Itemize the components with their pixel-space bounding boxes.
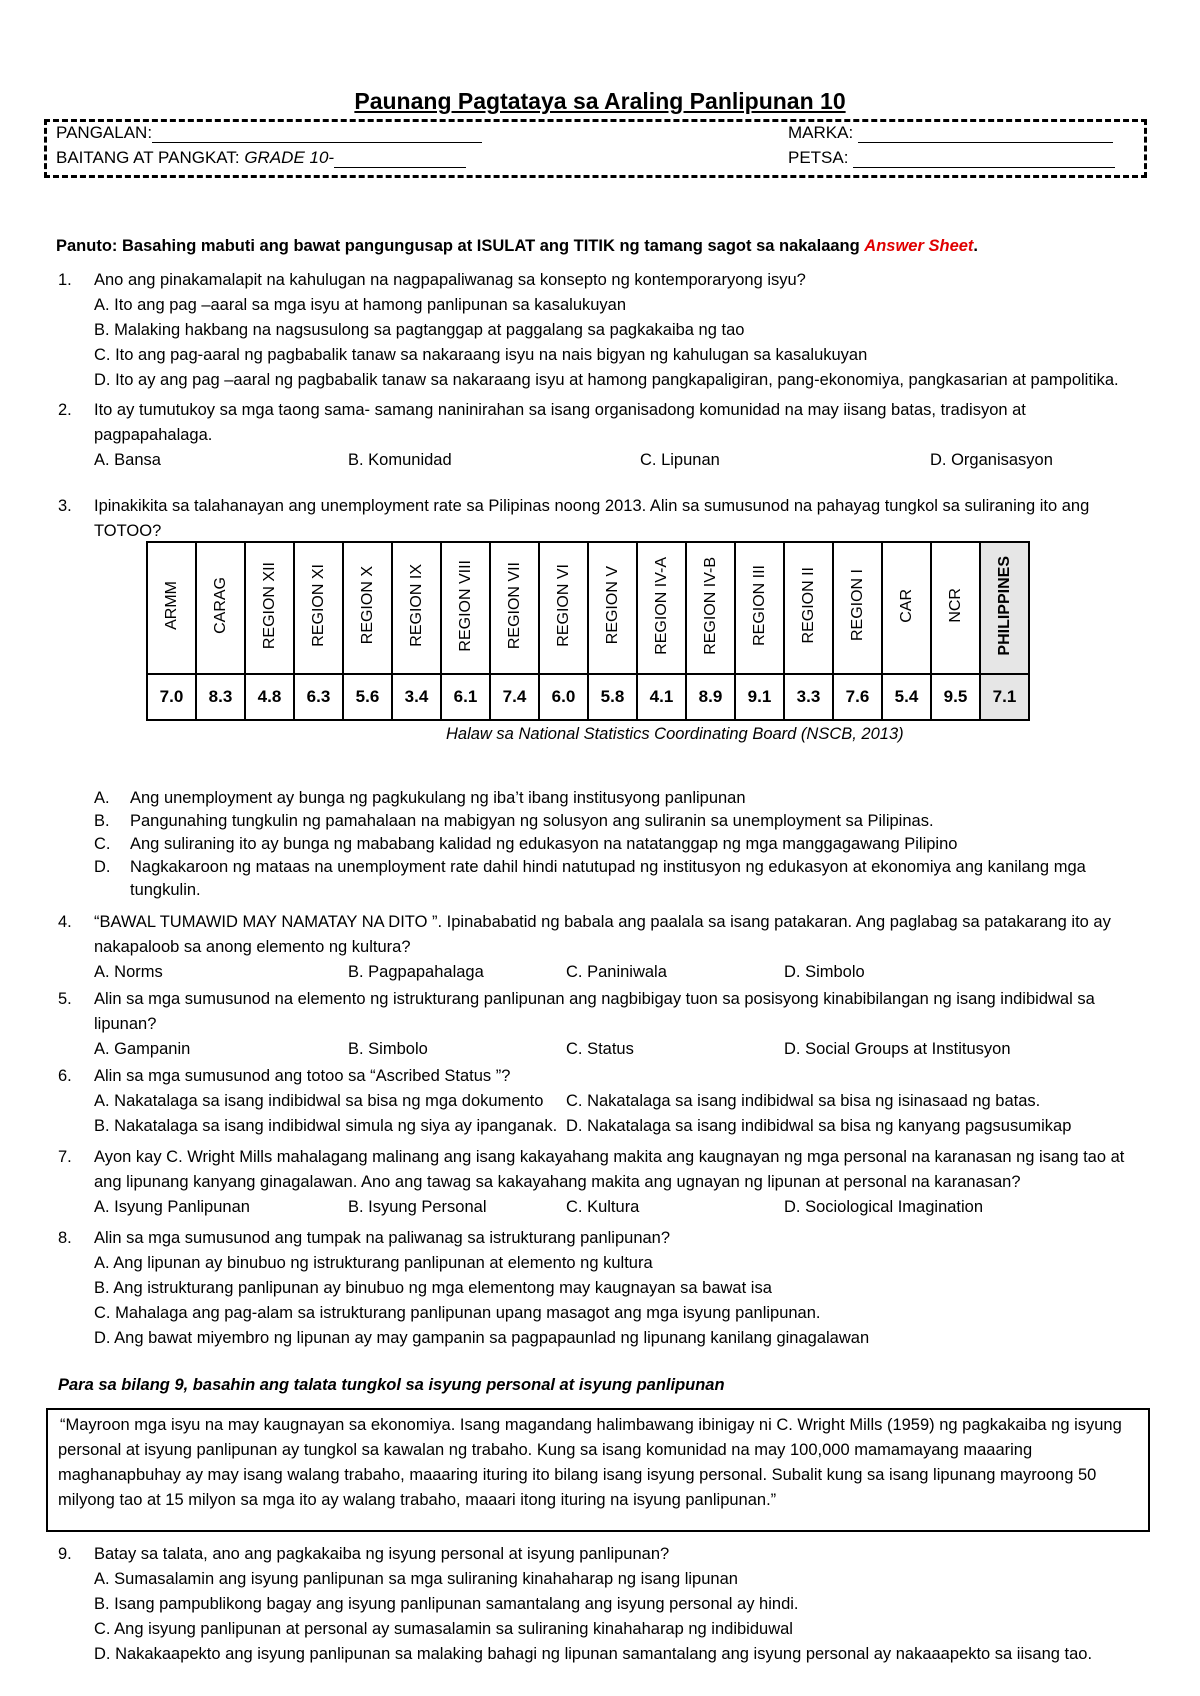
region-label: NCR: [946, 588, 964, 623]
q6-choice-d: D. Nakatalaga sa isang indibidwal sa bisa ng kanyang pagsusumikap: [566, 1117, 1072, 1135]
header-cell: [931, 542, 980, 674]
header-cell: [245, 542, 294, 674]
q2-text-line1: Ito ay tumutukoy sa mga taong sama- samang naninirahan sa isang organisadong komunidad na may iisang batas, tradisyon at: [94, 401, 1026, 419]
region-label: CAR: [897, 588, 915, 623]
q4-choice-c: C. Paniniwala: [566, 963, 667, 981]
header-cell: [637, 542, 686, 674]
q9-choice-d: D. Nakakaapekto ang isyung panlipunan sa malaking bahagi ng lipunan samantalang ang isyung personal ay nakaaapekto sa iisang tao.: [94, 1645, 1093, 1663]
q6-choice-c: C. Nakatalaga sa isang indibidwal sa bisa ng isinasaad ng batas.: [566, 1092, 1041, 1110]
header-cell: [392, 542, 441, 674]
instructions-suffix: .: [973, 237, 979, 255]
rate-cell: 3.4: [392, 674, 441, 720]
header-cell: [294, 542, 343, 674]
header-cell: [441, 542, 490, 674]
passage-line4: milyong tao at 15 milyon sa mga ito ay walang trabaho, maaari itong ituring na isyung panlipunan.”: [58, 1491, 777, 1509]
region-label: REGION IV-A: [652, 556, 670, 655]
q4-choice-a: A. Norms: [94, 963, 163, 981]
q4-text-line2: nakapaloob sa anong elemento ng kultura?: [94, 938, 411, 956]
q1-choice-d: D. Ito ay ang pag –aaral ng pagbabalik tanaw sa nakaraang isyu at hamong pangkapaligiran, pang-ekonomiya, pangkasarian at pampolitika.: [94, 371, 1119, 389]
rate-cell-philippines: 7.1: [980, 674, 1029, 720]
rate-cell: 4.1: [637, 674, 686, 720]
q8-number: 8.: [58, 1229, 72, 1247]
table-source: Halaw sa National Statistics Coordinating Board (NSCB, 2013): [446, 725, 904, 743]
grade-value: GRADE 10-: [244, 148, 335, 167]
region-label: CARAG: [211, 577, 229, 634]
q2-choice-a: A. Bansa: [94, 451, 161, 469]
q7-number: 7.: [58, 1148, 72, 1166]
header-cell: [833, 542, 882, 674]
q7-choice-a: A. Isyung Panlipunan: [94, 1198, 250, 1216]
date-blank[interactable]: [853, 167, 1115, 168]
grade-label: BAITANG AT PANGKAT:: [56, 148, 240, 167]
header-cell: [735, 542, 784, 674]
grade-field: [56, 148, 466, 168]
name-label: PANGALAN:: [56, 123, 153, 142]
q7-choice-b: B. Isyung Personal: [348, 1198, 487, 1216]
rate-cell: 6.1: [441, 674, 490, 720]
q8-choice-a: A. Ang lipunan ay binubuo ng istrukturang panlipunan at elemento ng kultura: [94, 1254, 653, 1272]
rate-cell: 4.8: [245, 674, 294, 720]
q1-choice-c: C. Ito ang pag-aaral ng pagbabalik tanaw sa nakaraang isyu na nais bigyan ng kahulugan sa kasalukuyan: [94, 346, 868, 364]
rate-value-row: [147, 674, 1029, 720]
instructions-prefix: Panuto:: [56, 237, 118, 255]
date-label: PETSA:: [788, 148, 849, 167]
q3-letter-d: D.: [94, 858, 111, 876]
q9-number: 9.: [58, 1545, 72, 1563]
q4-text-line1: “BAWAL TUMAWID MAY NAMATAY NA DITO ”. Ipinababatid ng babala ang paalala sa isang patakaran. Ang paglabag sa patakarang ito ay: [94, 913, 1111, 931]
q2-choice-b: B. Komunidad: [348, 451, 452, 469]
header-cell-total: [980, 542, 1029, 674]
q7-choice-c: C. Kultura: [566, 1198, 640, 1216]
q3-letter-c: C.: [94, 835, 111, 853]
q3-choice-d: Nagkakaroon ng mataas na unemployment rate dahil hindi natutupad ng institusyon ng edukasyon at ekonomiya ang kanilang mga: [130, 858, 1086, 876]
region-header-row: [147, 542, 1029, 674]
rate-cell: 5.8: [588, 674, 637, 720]
header-cell: [196, 542, 245, 674]
score-label: MARKA:: [788, 123, 854, 142]
header-cell: [343, 542, 392, 674]
rate-cell: 7.6: [833, 674, 882, 720]
q6-number: 6.: [58, 1067, 72, 1085]
q2-number: 2.: [58, 401, 72, 419]
q8-choice-b: B. Ang istrukturang panlipunan ay binubuo ng mga elementong may kaugnayan sa bawat isa: [94, 1279, 772, 1297]
q4-choice-d: D. Simbolo: [784, 963, 865, 981]
q8-choice-c: C. Mahalaga ang pag-alam sa istrukturang panlipunan upang masagot ang mga isyung panlipunan.: [94, 1304, 821, 1322]
header-cell: [490, 542, 539, 674]
name-field: [56, 123, 482, 143]
region-label: REGION XII: [260, 561, 278, 650]
q3-number: 3.: [58, 497, 72, 515]
unemployment-table: [146, 541, 1030, 721]
region-label: REGION IV-B: [701, 556, 719, 655]
q4-number: 4.: [58, 913, 72, 931]
name-blank[interactable]: [152, 142, 482, 143]
q6-choice-b: B. Nakatalaga sa isang indibidwal simula ng siya ay ipanganak.: [94, 1117, 558, 1135]
q3-text-line1: Ipinakikita sa talahanayan ang unemployment rate sa Pilipinas noong 2013. Alin sa sumusunod na pahayag tungkol sa suliraning ito ang: [94, 497, 1090, 515]
q1-choice-b: B. Malaking hakbang na nagsusulong sa pagtanggap at paggalang sa pagkakaiba ng tao: [94, 321, 745, 339]
region-label: REGION X: [358, 566, 376, 645]
q8-choice-d: D. Ang bawat miyembro ng lipunan ay may gampanin sa pagpapaunlad ng lipunang kanilang ginagalawan: [94, 1329, 870, 1347]
section-blank[interactable]: [334, 167, 466, 168]
rate-cell: 7.4: [490, 674, 539, 720]
q8-text: Alin sa mga sumusunod ang tumpak na paliwanag sa istrukturang panlipunan?: [94, 1229, 671, 1247]
q5-number: 5.: [58, 990, 72, 1008]
rate-cell: 6.0: [539, 674, 588, 720]
q1-choice-a: A. Ito ang pag –aaral sa mga isyu at hamong panlipunan sa kasalukuyan: [94, 296, 627, 314]
header-cell: [784, 542, 833, 674]
answer-sheet-highlight: Answer Sheet: [864, 237, 974, 255]
q3-choice-b: Pangunahing tungkulin ng pamahalaan na mabigyan ng solusyon ang suliranin sa unemployment sa Pilipinas.: [130, 812, 934, 830]
region-label: REGION III: [750, 565, 768, 646]
date-field: [788, 148, 1115, 168]
region-label: REGION VIII: [456, 559, 474, 652]
q7-text-line2: ang lipunang kanyang ginagalawan. Ano ang tawag sa kakayahang makita ang ugnayan ng lipunan at personal na karanasan?: [94, 1173, 1021, 1191]
passage-line3: maghanapbuhay ay may isang walang trabaho, maaaring ituring ito bilang isang isyung personal. Subalit kung sa isang lipunang mayroong 50: [58, 1466, 1097, 1484]
q6-text: Alin sa mga sumusunod ang totoo sa “Ascribed Status ”?: [94, 1067, 511, 1085]
q6-choice-a: A. Nakatalaga sa isang indibidwal sa bisa ng mga dokumento: [94, 1092, 544, 1110]
q5-text-line1: Alin sa mga sumusunod na elemento ng istrukturang panlipunan ang nagbibigay tuon sa posisyong kinabibilangan ng isang indibidwal sa: [94, 990, 1095, 1008]
rate-cell: 9.1: [735, 674, 784, 720]
rate-cell: 7.0: [147, 674, 196, 720]
rate-cell: 5.6: [343, 674, 392, 720]
rate-cell: 3.3: [784, 674, 833, 720]
region-label: REGION VII: [505, 561, 523, 650]
rate-cell: 5.4: [882, 674, 931, 720]
rate-cell: 8.9: [686, 674, 735, 720]
region-label-philippines: PHILIPPINES: [995, 555, 1013, 656]
q3-letter-a: A.: [94, 789, 110, 807]
q3-text-line2: TOTOO?: [94, 522, 162, 540]
region-label: REGION XI: [309, 564, 327, 647]
passage-line2: personal at isyung panlipunan ay tungkol sa kawalan ng trabaho. Kung sa isang komunidad na may 100,000 mamamayang maaaring: [58, 1441, 1033, 1459]
q9-choice-a: A. Sumasalamin ang isyung panlipunan sa mga suliraning kinahaharap ng isang lipunan: [94, 1570, 738, 1588]
rate-cell: 9.5: [931, 674, 980, 720]
q5-choice-d: D. Social Groups at Institusyon: [784, 1040, 1011, 1058]
passage-line1: “Mayroon mga isyu na may kaugnayan sa ekonomiya. Isang magandang halimbawang ibinigay ni C. Wright Mills (1959) ng pagkakaiba ng isyung: [60, 1416, 1122, 1434]
region-label: ARMM: [162, 581, 180, 630]
instructions: [56, 234, 978, 259]
q3-letter-b: B.: [94, 812, 110, 830]
page-title: Paunang Pagtataya sa Araling Panlipunan 10: [354, 88, 846, 114]
q2-choice-d: D. Organisasyon: [930, 451, 1053, 469]
header-cell: [882, 542, 931, 674]
q9-choice-c: C. Ang isyung panlipunan at personal ay sumasalamin sa suliraning kinahaharap ng indibiduwal: [94, 1620, 793, 1638]
region-label: REGION IX: [407, 564, 425, 647]
passage-heading: Para sa bilang 9, basahin ang talata tungkol sa isyung personal at isyung panlipunan: [58, 1376, 725, 1394]
q1-number: 1.: [58, 271, 72, 289]
header-cell: [539, 542, 588, 674]
q7-text-line1: Ayon kay C. Wright Mills mahalagang malinang ang isang kakayahang makita ang kaugnayan ng mga personal na karanasan ng isang tao at: [94, 1148, 1125, 1166]
q5-text-line2: lipunan?: [94, 1015, 157, 1033]
q2-choice-c: C. Lipunan: [640, 451, 720, 469]
header-cell: [588, 542, 637, 674]
header-cell: [686, 542, 735, 674]
rate-cell: 8.3: [196, 674, 245, 720]
q3-choice-c: Ang suliraning ito ay bunga ng mababang kalidad ng edukasyon na natatanggap ng mga manggagawang Pilipino: [130, 835, 958, 853]
q9-text: Batay sa talata, ano ang pagkakaiba ng isyung personal at isyung panlipunan?: [94, 1545, 670, 1563]
q3-choice-a: Ang unemployment ay bunga ng pagkukulang ng iba’t ibang institusyong panlipunan: [130, 789, 746, 807]
q5-choice-b: B. Simbolo: [348, 1040, 428, 1058]
q1-text: Ano ang pinakamalapit na kahulugan na nagpapaliwanag sa konsepto ng kontemporaryong isyu?: [94, 271, 806, 289]
q7-choice-d: D. Sociological Imagination: [784, 1198, 984, 1216]
q5-choice-a: A. Gampanin: [94, 1040, 191, 1058]
score-field: [788, 123, 1113, 143]
region-label: REGION I: [848, 569, 866, 642]
header-cell: [147, 542, 196, 674]
q5-choice-c: C. Status: [566, 1040, 634, 1058]
q4-choice-b: B. Pagpapahalaga: [348, 963, 484, 981]
instructions-text: Basahing mabuti ang bawat pangungusap at ISULAT ang TITIK ng tamang sagot sa nakalaang: [117, 237, 865, 255]
q9-choice-b: B. Isang pampublikong bagay ang isyung panlipunan samantalang ang isyung personal ay hindi.: [94, 1595, 799, 1613]
q3-choice-d-line2: tungkulin.: [130, 881, 201, 899]
score-blank[interactable]: [858, 142, 1113, 143]
rate-cell: 6.3: [294, 674, 343, 720]
region-label: REGION VI: [554, 564, 572, 647]
q2-text-line2: pagpapahalaga.: [94, 426, 213, 444]
region-label: REGION II: [799, 567, 817, 644]
region-label: REGION V: [603, 566, 621, 645]
